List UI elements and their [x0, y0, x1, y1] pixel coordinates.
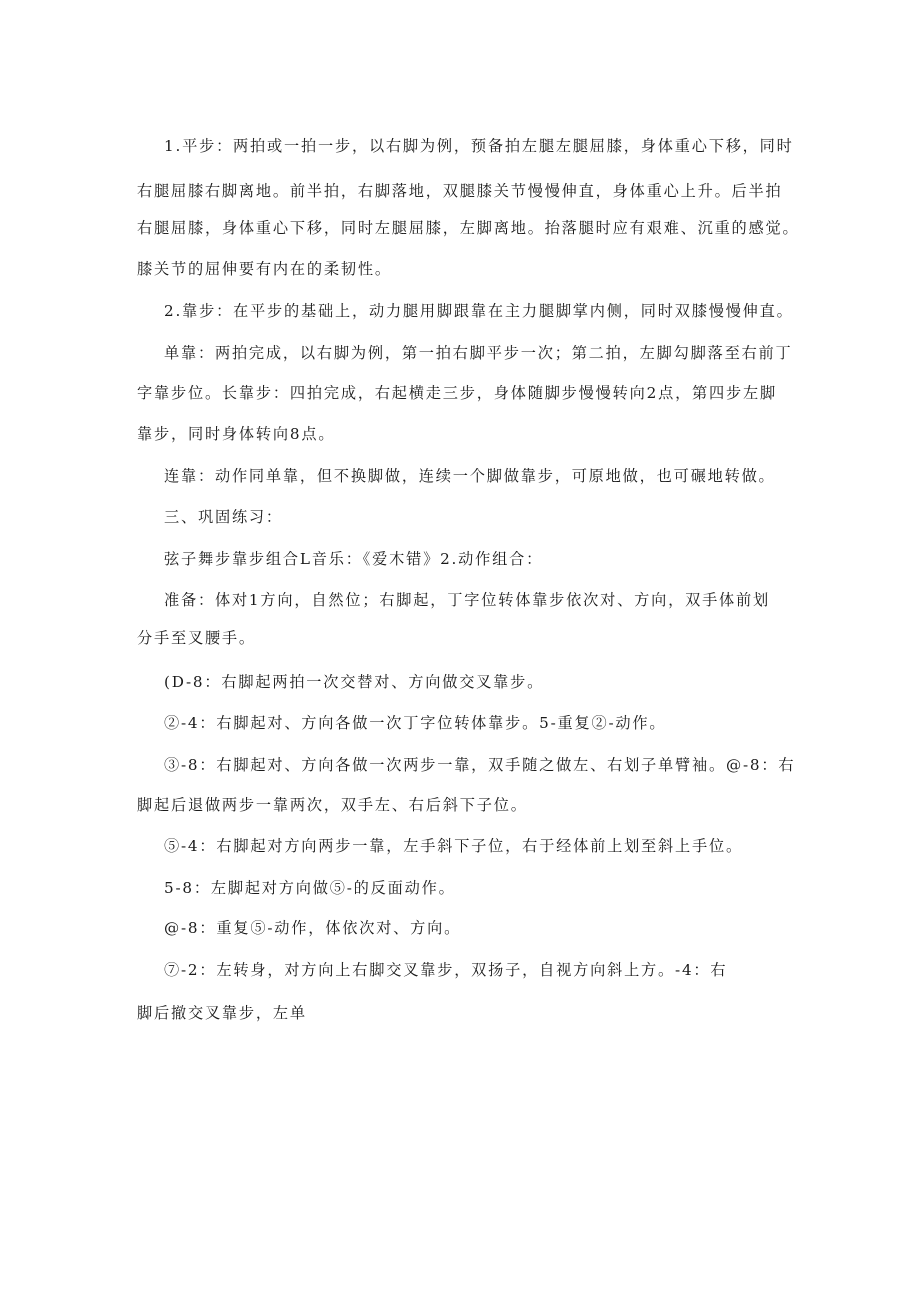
- text-line: ⑦-2：左转身，对方向上右脚交叉靠步，双扬子，自视方向斜上方。-4：右: [164, 961, 728, 979]
- text-line: 连靠：动作同单靠，但不换脚做，连续一个脚做靠步，可原地做，也可碾地转做。: [164, 467, 776, 485]
- text-line: 膝关节的屈伸要有内在的柔韧性。: [137, 260, 392, 278]
- text-line: 分手至叉腰手。: [137, 629, 256, 647]
- text-line: 右腿屈膝，身体重心下移，同时左腿屈膝，左脚离地。抬落腿时应有艰难、沉重的感觉。: [137, 219, 800, 237]
- text-line: ③-8：右脚起对、方向各做一次两步一靠，双手随之做左、右划子单臂袖。@-8：右: [164, 756, 796, 774]
- text-line: 1.平步：两拍或一拍一步，以右脚为例，预备拍左腿左腿屈膝，身体重心下移，同时: [164, 137, 794, 155]
- text-line: 单靠：两拍完成，以右脚为例，第一拍右脚平步一次；第二拍，左脚勾脚落至右前丁: [164, 344, 793, 362]
- section-heading: 三、巩固练习：: [164, 508, 283, 526]
- text-line: 右腿屈膝右脚离地。前半拍，右脚落地，双腿膝关节慢慢伸直，身体重心上升。后半拍: [137, 182, 783, 200]
- text-line: (D-8：右脚起两拍一次交替对、方向做交叉靠步。: [164, 673, 545, 691]
- text-line: 脚后撤交叉靠步，左单: [137, 1004, 307, 1022]
- text-line: @-8：重复⑤-动作，体依次对、方向。: [164, 919, 462, 937]
- text-line: ②-4：右脚起对、方向各做一次丁字位转体靠步。5-重复②-动作。: [164, 714, 667, 732]
- text-line: 准备：体对1方向，自然位；右脚起，丁字位转体靠步依次对、方向，双手体前划: [164, 591, 771, 609]
- text-line: 5-8：左脚起对方向做⑤-的反面动作。: [164, 879, 456, 897]
- text-line: 脚起后退做两步一靠两次，双手左、右后斜下子位。: [137, 796, 528, 814]
- text-line: 字靠步位。长靠步：四拍完成，右起横走三步，身体随脚步慢慢转向2点，第四步左脚: [137, 384, 777, 402]
- text-line: ⑤-4：右脚起对方向两步一靠，左手斜下子位，右于经体前上划至斜上手位。: [164, 837, 743, 855]
- text-line: 靠步，同时身体转向8点。: [137, 425, 336, 443]
- text-line: 2.靠步：在平步的基础上，动力腿用脚跟靠在主力腿脚掌内侧，同时双膝慢慢伸直。: [164, 302, 794, 320]
- text-line: 弦子舞步靠步组合L音乐：《爱木错》2.动作组合：: [164, 550, 544, 568]
